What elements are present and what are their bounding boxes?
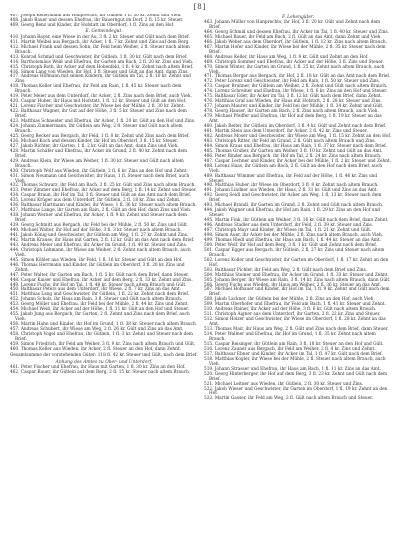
register-entry: 449. Lorenz Fuchs, ihr Hof im Tal, 1 fl. 48 kr. Steuer nach altem Brauch und Gült.: [10, 282, 187, 288]
register-entry: 491. Johann Lindner aus Wieden, ihr Haus, 2 fl. 31 kr. Gült und Zins an das Amt.: [204, 188, 378, 194]
register-entry: 489. Balthasar Wimmer und Ehefrau, ihr Feld auf der Höhe, 1 fl. 46 kr. Zins und Steuer.: [204, 173, 378, 184]
register-entry: 509. Martin Oberhofer und Ehefrau, ihr Feld am Bach, 1 fl. 41 kr. Steuer und Zehnt.: [204, 302, 386, 308]
register-entry: 444. Christoph Lehmann, ihr Wiese am Weiher, 2 fl. Zehnt nach altem Brauch, auch Vieh.: [10, 247, 191, 258]
register-entry: 487. Caspar Lechner und Kinder, ihr Acker bei der Mühle, 1 fl. 2 kr. Steuer und Zehnt.: [204, 158, 391, 164]
register-entry: 500. Peter Wolf, ihr Hof auf dem Berg, 3 fl. 1 kr. Gült und Zehnt nach dem Brief.: [204, 242, 378, 248]
register-entry: 493. Michael Brandl, ihr Garten im Grund, 2 fl. Zehnt und Gült nach altem Brauch.: [204, 203, 384, 209]
section-heading: E. Gemeindegut.: [85, 29, 123, 35]
register-entry: 474. Lorenz Schreiner und Ehefrau, ihr Wiese, 1 fl. 6 kr. Zins an den Hof und Steuer.: [204, 89, 388, 95]
right-column: [204, 14, 392, 544]
register-entry: 421. Lorenz Fischer und Geschwister, ihr Wiese bei der Mühle, 2 fl. 30 kr. Zehnt.: [10, 104, 185, 110]
register-entry: 467. Martin Hofer und Kinder, ihr Wiese bei der Mühle, 2 fl. 35 kr. Steuer nach dem Brief.: [204, 44, 386, 55]
register-entry: 438. Johann Werner und Ehefrau, ihr Acker, 1 fl. 9 kr. Zehnt und Steuer nach dem Brief.: [10, 213, 187, 224]
register-entry: 414. Bartholomäus Weiß und Ehefrau, ihr Garten am Bach, 2 fl. 20 kr. Zins und Vieh.: [10, 59, 194, 65]
register-entry: 490. Matthias Huber, ihr Wiese im Oberdorf, 3 fl. 8 kr. Zehnt nach altem Brauch.: [204, 183, 379, 189]
left-column: [10, 14, 198, 544]
register-entry: 494. Jakob Wagner und Ehefrau, ihr Hof am Rain, 1 fl. 29 kr. Zins an den Hof und Steuer.: [204, 208, 380, 219]
register-entry: 441. Jakob König und Geschwister, ihr Gütlein am Weg, 1 fl. 27 kr. Zehnt und Zins.: [10, 232, 189, 238]
register-entry: 498. Simon Auer, ihr Acker bei der Mühle, 2 fl. Zins nach altem Brauch, auch Vieh.: [204, 232, 384, 238]
register-entry: 445. Simon Köhler aus Wieden, ihr Feld, 1 fl. 16 kr. Steuer und Gült an den Hof.: [10, 257, 183, 263]
register-entry: 419. Peter Meier aus dem Unterdorf, ihr Acker, 2 fl. Zins nach dem Brief, auch Vieh.: [10, 94, 192, 100]
register-entry: 502. Lorenz Koller und Geschwister, ihr Garten im Oberdorf, 1 fl. 17 kr. Zehnt an den Hof.: [204, 257, 389, 268]
register-entry: 516. Lorenz Zauner aus Bergach, ihr Feld am Weiher, 2 fl. 4 kr. Zins und Zehnt.: [204, 346, 376, 352]
register-entry: 432. Thomas Schwarz, ihr Feld am Bach, 2 fl. 25 kr. Gült und Zins nach altem Brauch.: [10, 183, 196, 189]
register-entry: 481. Martin Stein aus dem Unterdorf, ihr Acker, 2 fl. 42 kr. Zins und Steuer.: [204, 128, 368, 134]
register-entry: 440. Michael Walter, ihr Hof auf der Höhe, 3 fl. 3 kr. Steuer nach altem Brauch.: [10, 228, 182, 234]
register-entry: 495. Martin Fink, ihr Gütlein am Weiher, 3 fl. 16 kr. Gült nach dem Brief, dann Zehnt.: [204, 218, 389, 224]
register-entry: 433. Peter Zimmer und Ehefrau, ihr Acker auf dem Berg, 1 fl. 14 kr. Zehnt und Steuer.: [10, 188, 197, 194]
register-entry: Gesamtsumme der vorstehenden Güter: 118 fl. 42 kr. Steuer und Gült, nach dem Brief.: [10, 353, 198, 359]
register-entry: 492. Georg Seidl und Geschwister, ihr Acker am Weg, 1 fl. 13 kr. Steuer nach dem Brief.: [204, 193, 382, 204]
register-entry: 485. Thomas Gruber, ihr Garten am Weiher, 3 fl. 10 kr. Zehnt und Gült an das Amt.: [204, 148, 383, 154]
register-entry: 515. Caspar Reisinger, ihr Gütlein am Rain, 3 fl. 18 kr. Steuer an den Hof und Gült.: [204, 341, 384, 347]
register-entry: 464. Georg Schmid und dessen Ehefrau, ihr Acker im Tal, 1 fl. 40 kr. Steuer und Zins.: [204, 29, 389, 35]
register-entry: 479. Michael Pfeiffer und Ehefrau, ihr Hof auf dem Berg, 1 fl. 19 kr. Steuer an das Amt.: [204, 114, 382, 125]
register-entry: 436. Balthasar Hartmann und Kinder, ihr Wiese, 1 fl. 36 kr. Steuer nach altem Brauch.: [10, 203, 197, 209]
register-entry: 422. Balthasar Wagner, ihr Gut auf der Höhe, 3 fl. 5 kr. Steuer und Zins nach dem Brief.: [10, 109, 187, 120]
register-entry: 439. Georg Schmitt aus Bergach, ihr Feld bei der Mühle, 2 fl. 50 kr. Zins und Gült.: [10, 223, 189, 229]
page-number: [8]: [193, 3, 207, 11]
register-entry: 496. Andreas Stadler aus dem Unterdorf, ihr Feld, 2 fl. 39 kr. Steuer und Zins.: [204, 223, 374, 229]
section-heading: Anhang des Amtes zu Ober- und Unterdorf.: [55, 359, 153, 365]
register-entry: 476. Matthias Graf aus Wieden, ihr Haus mit Hofstatt, 2 fl. 28 kr. Steuer und Zins.: [204, 99, 382, 105]
register-entry: 415. Christoph Roth, ihr Acker auf dem Hohenfeld, 1 fl. 4 kr. Zehnt nach altem Brief.: [10, 64, 194, 70]
register-entry: 482. Andreas Moser und Geschwister, ihr Wiese am Weg, 1 fl. 15 kr. Zehnt an den Hof.: [204, 133, 392, 139]
register-entry: 462. Caspar Bauer, ihr Gütlein auf dem Berg, 2 fl. 15 kr. Steuer nach altem Brauch.: [10, 369, 191, 375]
register-entry: 484. Simon Kraus und Ehefrau, ihr Haus am Rain, 1 fl. 37 kr. Steuer nach dem Brief.: [204, 143, 387, 149]
register-entry: 478. Georg Hauser, ihr Garten am Bach, 2 fl. Zins nach altem Brauch, auch Vieh.: [204, 109, 379, 115]
register-entry: 411. Martin Weibel aus Bergach, ihr Acker, 1 fl. 7 kr. Zehnt und Zins auf dem Berg.: [10, 39, 190, 45]
register-entry: 518. Matthias Kogler, ihr Wiese bei der Mühle, 2 fl. Steuer nach altem Brauch, auch Vieh.: [204, 356, 386, 367]
register-entry: 521. Michael Leitner aus Wieden, ihr Gütlein, 2 fl. 30 kr. Steuer und Zins.: [204, 381, 364, 387]
register-entry: 499. Thomas Riedl und Ehefrau, ihr Haus am Bach, 1 fl. 44 kr. Steuer an das Amt.: [204, 237, 381, 243]
register-entry: 483. Christoph Ritter, ihr Feld im Grund, 2 fl. Gült nach altem Brauch und Zins.: [204, 138, 376, 144]
register-entry: 442. Martin Krause, ihr Haus mit Garten, 2 fl. 12 kr. Gült an das Amt nach dem Brief.: [10, 237, 195, 243]
register-entry: 450. Balthasar Peters aus dem Unterdorf, ihr Wiese, 2 fl. 7 kr. Zins an das Amt.: [10, 287, 181, 293]
register-entry: 508. Jakob Lackner, ihr Gütlein bei der Mühle, 2 fl. Zins an den Hof, auch Vieh.: [204, 297, 375, 303]
register-entry: 463. Johann Müller von Hanprechts, ihr Hof, 3 fl. 20 kr. Gült und Zehnt nach dem Brief.: [204, 20, 381, 30]
register-entry: 505. Johann Berger, ihr Wiese am Rain, 3 fl. 14 kr. Zins nach altem Brauch, dann Gült.: [204, 277, 391, 283]
register-entry: 501. Caspar Egger aus Bergach, ihr Gütlein, 2 fl. 27 kr. Zins und Steuer nach altem Brauch.: [204, 247, 385, 258]
register-entry: 512. Simon Holzer und Geschwister, ihr Wiese im Oberdorf, 1 fl. 28 kr. Zehnt an das Amt.: [204, 317, 386, 328]
register-entry: 466. Jakob Weber aus dem Oberdorf, ihr Gütlein, 1 fl. 12 kr. Zins nach altem Brauch.: [204, 39, 387, 45]
register-entry: 418. Thomas Keller und Ehefrau, ihr Feld am Rain, 1 fl. 45 kr. Steuer nach dem Brauch.: [10, 84, 182, 95]
register-entry: 488. Lorenz Haas, ihr Gütlein am Bach, 2 fl. Gült an den Hof nach dem Brief, auch Vieh.: [204, 163, 382, 174]
register-entry: 410. Johann Bayer, eine Wiese in der Au, 3 fl. 2 kr. Steuer und Gült nach dem Brief.: [10, 34, 190, 40]
register-entry: 423. Matthias Schneider und Ehefrau, ihr Acker, 1 fl. 20 kr. Gült an den Hof und Zins.: [10, 119, 196, 125]
register-entry: 429. Andreas Klein, ihr Wiese am Weiher, 1 fl. 30 kr. Steuer und Gült nach altem Brauch.: [10, 158, 184, 169]
register-entry: 461. Peter Fischer und Ehefrau, ihr Haus mit Garten, 1 fl. 30 kr. Zins an den Hof.: [10, 365, 186, 370]
register-entry: 413. Konrad Schmid und Geschwister, ihr Gütlein, 1 fl. 30 kr. Gült nach dem Brief.: [10, 54, 188, 60]
register-entry: 453. Georg Möller und Ehefrau, ihr Feld bei der Mühle, 2 fl. 44 kr. Zins und Zehnt.: [10, 302, 189, 308]
register-entry: 523. Martin Gasser, ihr Feld am Weg, 2 fl. Gült nach altem Brauch und Steuer.: [204, 396, 374, 402]
register-entry: 409. Georg Benz und Kinder, ihr Hofstatt im Oberdorf, 1 fl. Zins an den Hof.: [10, 22, 175, 28]
register-entry: 470. Simon Winter, ihr Garten im Grund, 1 fl. 25 kr. Zehnt nach altem Brauch, auch Vieh.: [204, 64, 385, 75]
register-entry: 517. Balthasar Ebner und Kinder, ihr Acker im Tal, 1 fl. 47 kr. Gült nach dem Brief.: [204, 351, 383, 357]
register-entry: 427. Jakob Richter, ihr Garten, 1 fl. 2 kr. Gült an das Amt, dann Zins und Vieh.: [10, 143, 179, 149]
register-entry: 448. Caspar Kaiser und Ehefrau, ihr Acker auf dem Berg, 2 fl. 33 kr. Zehnt und Zins.: [10, 277, 193, 283]
register-entry: 437. Matthias Lange, ihr Garten am Rain, 2 fl. Gült an den Hof, dann Zins und Vieh.: [10, 208, 192, 214]
register-entry: 519. Johann Strasser und Ehefrau, ihr Haus am Bach, 1 fl. 11 kr. Zins an das Amt.: [204, 366, 381, 372]
register-entry: 520. Georg Hinterberger, ihr Hof auf dem Berg, 3 fl. 23 kr. Zehnt und Gült nach dem Brief.: [204, 371, 388, 382]
register-entry: 426. Michael Koch und dessen Kinder, ihr Hof im Oberdorf, 3 fl. 15 kr. Steuer.: [10, 138, 179, 144]
register-entry: 457. Andreas Schubert, ihr Wiese am Weg, 2 fl. 26 kr. Gült und Zins an das Amt.: [10, 327, 184, 333]
register-entry: 513. Thomas Mair, ihr Haus am Weg, 2 fl. Gült und Zins nach dem Brief, dann Steuer.: [204, 327, 389, 333]
register-entry: 506. Georg Fuchs aus Wieden, ihr Haus am Weiher, 2 fl. 36 kr. Steuer an das Amt.: [204, 282, 382, 288]
register-entry: 497. Christoph Mayr und Kinder, ihr Wiese im Tal, 1 fl. 21 kr. Zehnt und Gült.: [204, 228, 372, 234]
register-entry: 407. Joseph Kellermann aus Hanprechts, ihr Gulden 1 fl. 30 kr. Zehnt und Vieh.: [10, 14, 182, 18]
register-entry: 486. Peter Binder aus Bergach, ihr Hof im Tal, 2 fl. 24 kr. Zins nach altem Brauch.: [204, 153, 382, 159]
register-entry: 428. Martin Schäfer und Ehefrau, ihr Acker im Grund, 2 fl. 40 kr. Zehnt nach dem Brief.: [10, 148, 188, 159]
register-entry: 435. Lorenz Krüger aus dem Unterdorf, ihr Gütlein, 2 fl. 18 kr. Zins und Zehnt.: [10, 198, 181, 204]
register-entry: 424. Johann Zimmermann, ihr Gütlein am Weg, 2 fl. Steuer und Gült nach altem Brauch.: [10, 124, 183, 134]
register-entry: 447. Peter Walter, ihr Garten am Bach, 1 fl. 5 kr. Gült nach dem Brief, dann Steuer.: [10, 272, 190, 278]
register-entry: 503. Balthasar Pichler, ihr Feld am Weg, 2 fl. Gült nach dem Brief und Zins.: [204, 267, 367, 273]
register-entry: 507. Michael Hofbauer und Kinder, ihr Hof im Tal, 1 fl. 9 kr. Zehnt und Gült nach dem Brief.: [204, 287, 390, 298]
register-entry: 454. Michael Weiß, ihr Acker auf der Höhe, 1 fl. 11 kr. Gült an den Hof und Steuer.: [10, 307, 189, 313]
text-columns: [10, 14, 392, 544]
register-entry: 511. Christoph Aigner aus dem Unterdorf, ihr Garten, 2 fl. 22 kr. Zins und Steuer.: [204, 312, 381, 318]
register-entry: 480. Jakob Reiter, ihr Gütlein im Oberdorf, 3 fl. 4 kr. Gült und Zehnt nach dem Brief.: [204, 124, 387, 130]
register-entry: 458. Christoph Vogel und Ehefrau, ihr Gütlein, 1 fl. 3 kr. Zehnt und Steuer nach dem Brief.: [10, 332, 193, 342]
register-entry: 420. Caspar Huber, ihr Haus mit Hofstatt, 1 fl. 12 kr. Steuer und Gült an den Hof.: [10, 99, 187, 105]
register-entry: 451. Matthias Lang und Geschwister, ihr Gütlein, 1 fl. 22 kr. Zehnt nach dem Brief.: [10, 292, 190, 298]
section-heading: F. Lehengüter.: [282, 14, 314, 20]
register-entry: 514. Peter Wallner und Ehefrau, ihr Hof im Grund, 1 fl. 35 kr. Zehnt nach altem Brauch.: [204, 332, 376, 342]
register-entry: 425. Georg Becker aus Bergach, ihr Feld, 1 fl. 8 kr. Zehnt und Zins nach dem Brief.: [10, 133, 190, 139]
register-entry: 416. Simon Lang von Wieden, ihr Hof, 3 fl. Steuer und Gült an das Amt, dann Zins.: [10, 69, 189, 75]
register-entry: 510. Andreas Rainer, ihr Acker auf der Höhe, 3 fl. 6 kr. Gült nach altem Brauch.: [204, 307, 377, 313]
register-entry: 455. Jakob Jung aus Bergach, ihr Garten, 2 fl. Zehnt und Zins nach dem Brief, auch Vieh.: [10, 312, 190, 323]
register-entry: 412. Michael Frank und dessen Sohn, ihr Feld beim Weiher, 2 fl. Steuer nach altem Brauch.: [10, 44, 190, 55]
register-entry: 431. Simon Neumann und Geschwister, ihr Haus, 1 fl. Steuer nach dem Brief, auch Vieh.: [10, 173, 190, 184]
register-entry: 459. Simon Friedrich, ihr Feld am Weiher, 3 fl. 9 kr. Zins nach altem Brauch und Gült.: [10, 341, 196, 347]
register-entry: 408. Jakob Bauer und dessen Ehefrau, ihr Bauerngut im Dorf, 2 fl. 15 kr. Steuer.: [10, 17, 184, 23]
register-entry: 417. Andreas Hofmann mit seinen Kindern, ihr Gütlein im Tal, 2 fl. 10 kr. Zehnt und Zins.: [10, 74, 191, 85]
register-entry: 477. Johann Maurer und Kinder, ihr Feld bei der Mühle, 1 fl. 34 kr. Zehnt und Gült.: [204, 104, 384, 110]
register-entry: 430. Christoph Wolf aus Wieden, ihr Gütlein, 2 fl. 6 kr. Zins an den Hof und Zehnt.: [10, 168, 188, 174]
register-entry: 472. Peter Lorenz und Geschwister, ihr Feld am Rain, 1 fl. 50 kr. Steuer und Zins.: [204, 79, 381, 85]
register-entry: 446. Thomas Herrmann und Kinder, ihr Gütlein im Oberdorf, 3 fl. 20 kr. Zins und Zehnt.: [10, 262, 185, 273]
register-entry: 456. Martin Hahn und Kinder, ihr Hof im Grund, 1 fl. 38 kr. Steuer nach altem Brauch.: [10, 322, 198, 328]
register-entry: 473. Caspar Brunner, ihr Gütlein am Weiher, 2 fl. Zehnt und Gült nach altem Brauch.: [204, 84, 388, 90]
register-entry: 469. Christoph Sommer und Ehefrau, ihr Acker auf der Höhe, 3 fl. Zins und Steuer.: [204, 59, 384, 65]
register-entry: 465. Michael Bauer, ihr Feld am Bach, 2 fl. Gült an das Amt, dann Zehnt und Vieh.: [204, 34, 382, 40]
register-entry: 452. Johann Scholz, ihr Haus am Rain, 3 fl. Steuer und Gült nach altem Brauch.: [10, 297, 183, 303]
register-entry: 471. Thomas Berger aus Bergach, ihr Hof, 2 fl. 18 kr. Gült an das Amt nach dem Brief.: [204, 74, 391, 80]
register-entry: 522. Jakob Wieser und Geschwister, ihr Garten im Oberdorf, 1 fl. 19 kr. Zehnt an den Hof.: [204, 386, 388, 397]
register-entry: 504. Matthias Steiner und Ehefrau, ihr Acker im Grund, 1 fl. 33 kr. Steuer und Zehnt.: [204, 272, 389, 278]
register-entry: 475. Balthasar Eder, ihr Acker im Tal, 3 fl. 12 kr. Gült nach dem Brief, dann Zehnt.: [204, 94, 383, 100]
register-entry: 434. Caspar Braun, ihr Hof im Tal, 3 fl. Steuer und Gült an das Amt nach dem Brief.: [10, 193, 191, 199]
register-entry: 468. Andreas Keller, ihr Haus am Weg, 1 fl. 8 kr. Gült und Zehnt an den Hof.: [204, 54, 369, 60]
register-entry: 443. Andreas Meier und Ehefrau, ihr Acker im Grund, 1 fl. 40 kr. Steuer und Zins.: [10, 242, 188, 248]
register-entry: 460. Thomas Keller aus Wieden, ihr Acker, 2 fl. Steuer an den Hof, dann Zehnt.: [10, 346, 181, 352]
